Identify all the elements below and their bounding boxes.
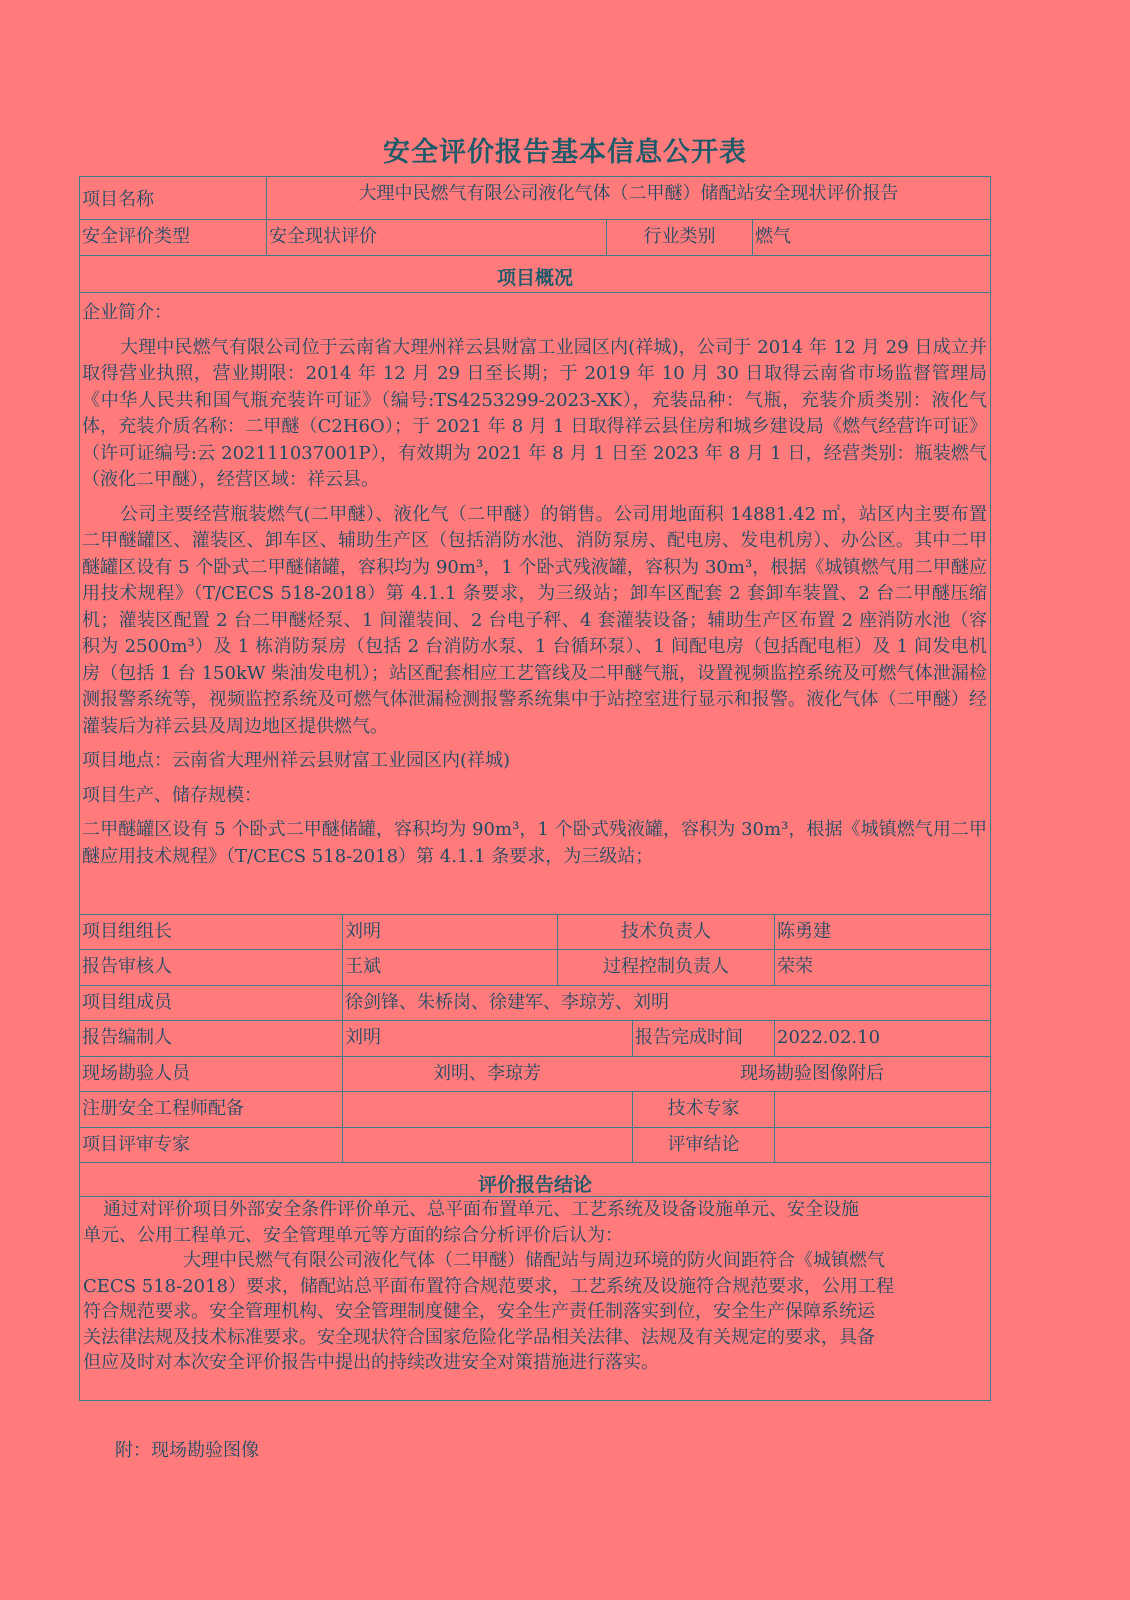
eval-type-label: 安全评价类型	[80, 220, 267, 255]
attachment-note: 附：现场勘验图像	[115, 1440, 259, 1461]
eval-type-value: 安全现状评价	[267, 220, 607, 255]
survey-value-cell	[343, 1057, 990, 1091]
engineer-row	[80, 1092, 990, 1128]
date-label: 报告完成时间	[633, 1021, 775, 1056]
leader-value: 刘明	[343, 915, 558, 949]
author-label: 报告编制人	[80, 1021, 343, 1056]
author-row	[80, 1021, 990, 1057]
conclusion-heading: 评价报告结论	[477, 1174, 592, 1196]
intro-paragraph-2: 公司主要经营瓶装燃气(二甲醚）、液化气（二甲醚）的销售。公司用地面积 14881.42 ㎡，站区内主要布置二甲醚罐区、灌装区、卸车区、辅助生产区（包括消防水池、消防泵房、配电房、发电机房）、办公区。其中二甲醚罐区设有 5 个卧式二甲醚储罐，容积均为 90m³，1 个卧式残液罐，容积为 30m³，根据《城镇燃气用二甲醚应用技术规程》（T/CECS 518-2018）第 4.1.1 条要求，为三级站；卸车区配套 2 套卸车装置、2 台二甲醚压缩机；灌装区配置 2 台二甲醚烃泵、1 间灌装间、2 台电子秤、4 套灌装设备；辅助生产区布置 2 座消防水池（容积为 2500m³）及 1 栋消防泵房（包括 2 台消防水泵、1 台循环泵）、1 间配电房（包括配电柜）及 1 间发电机房（包括 1 台 150kW 柴油发电机）；站区配套相应工艺管线及二甲醚气瓶，设置视频监控系统及可燃气体泄漏检测报警系统等，视频监控系统及可燃气体泄漏检测报警系统集中于站控室进行显示和报警。液化气体（二甲醚）经灌装后为祥云县及周边地区提供燃气。	[82, 503, 987, 737]
conclusion-line-7: 但应及时对本次安全评价报告中提出的持续改进安全对策措施进行落实。	[83, 1352, 659, 1373]
tech-value: 陈勇建	[777, 921, 831, 942]
project-location: 项目地点：云南省大理州祥云县财富工业园区内(祥城)	[82, 750, 511, 771]
reviewer-label: 报告审核人	[80, 950, 343, 985]
reviewer-row	[80, 950, 990, 986]
date-value: 2022.02.10	[777, 1027, 881, 1048]
reviewer-value: 王斌	[343, 950, 558, 985]
tech-label: 技术负责人	[558, 915, 775, 949]
project-name-row	[80, 177, 990, 220]
review-expert-value	[343, 1128, 633, 1162]
review-result-value	[775, 1128, 990, 1162]
review-expert-label: 项目评审专家	[80, 1128, 343, 1162]
conclusion-line-2: 单元、公用工程单元、安全管理单元等方面的综合分析评价后认为：	[83, 1224, 623, 1246]
industry-value: 燃气	[755, 226, 791, 247]
overview-heading: 项目概况	[496, 267, 573, 289]
industry-label: 行业类别	[607, 220, 753, 255]
members-label: 项目组成员	[80, 986, 343, 1020]
expert-value	[775, 1092, 990, 1127]
overview-row	[80, 293, 990, 915]
conclusion-content	[80, 1197, 990, 1400]
review-expert-row	[80, 1128, 990, 1163]
members-row	[80, 986, 990, 1021]
review-result-label: 评审结论	[633, 1128, 775, 1162]
conclusion-line-3: 大理中民燃气有限公司液化气体（二甲醚）储配站与周边环境的防火间距符合《城镇燃气	[183, 1250, 885, 1271]
survey-value: 刘明、李琼芳	[433, 1063, 541, 1084]
leader-label: 项目组组长	[80, 915, 343, 949]
expert-label: 技术专家	[633, 1092, 775, 1127]
engineer-label: 注册安全工程师配备	[80, 1092, 343, 1127]
intro-label: 企业简介：	[82, 302, 172, 323]
page-title: 安全评价报告基本信息公开表	[383, 137, 747, 168]
survey-note: 现场勘验图像附后	[740, 1063, 884, 1084]
overview-heading-row	[80, 256, 990, 293]
process-label: 过程控制负责人	[558, 950, 775, 985]
eval-type-row	[80, 220, 990, 256]
project-name-value: 大理中民燃气有限公司液化气体（二甲醚）储配站安全现状评价报告	[358, 183, 899, 204]
scale-label: 项目生产、储存规模：	[82, 784, 262, 806]
survey-label: 现场勘验人员	[80, 1057, 343, 1091]
members-value: 徐剑锋、朱桥岗、徐建军、李琼芳、刘明	[345, 992, 669, 1013]
survey-row	[80, 1057, 990, 1092]
scale-text: 二甲醚罐区设有 5 个卧式二甲醚储罐，容积均为 90m³，1 个卧式残液罐，容积为 30m³，根据《城镇燃气用二甲醚应用技术规程》（T/CECS 518-2018）第 4.1.1 条要求，为三级站；	[82, 819, 987, 867]
process-value: 荣荣	[777, 956, 813, 977]
conclusion-line-5: 符合规范要求。安全管理机构、安全管理制度健全，安全生产责任制落实到位，安全生产保障系统运	[83, 1301, 875, 1322]
conclusion-line-4: CECS 518-2018）要求，储配站总平面布置符合规范要求，工艺系统及设施符合规范要求，公用工程	[83, 1275, 894, 1297]
conclusion-heading-row	[80, 1163, 990, 1197]
conclusion-line-1: 通过对评价项目外部安全条件评价单元、总平面布置单元、工艺系统及设备设施单元、安全设施	[103, 1199, 859, 1220]
info-table	[79, 176, 991, 1401]
conclusion-line-6: 关法律法规及技术标准要求。安全现状符合国家危险化学品相关法律、法规及有关规定的要求，具备	[83, 1326, 875, 1348]
intro-paragraph-1: 大理中民燃气有限公司位于云南省大理州祥云县财富工业园区内(祥城)，公司于 2014 年 12 月 29 日成立并取得营业执照，营业期限：2014 年 12 月 29 日至长期；于 2019 年 10 月 30 日取得云南省市场监督管理局《中华人民共和国气瓶充装许可证》（编号:TS4253299-2023-XK），充装品种：气瓶，充装介质类别：液化气体，充装介质名称：二甲醚（C2H6O）；于 2021 年 8 月 1 日取得祥云县住房和城乡建设局《燃气经营许可证》（许可证编号:云 202111037001P），有效期为 2021 年 8 月 1 日至 2023 年 8 月 1 日，经营类别：瓶装燃气（液化二甲醚），经营区域：祥云县。	[82, 336, 987, 490]
leader-row	[80, 915, 990, 950]
overview-content	[80, 293, 990, 914]
author-value: 刘明	[343, 1021, 633, 1056]
engineer-value	[343, 1092, 633, 1127]
project-name-label: 项目名称	[80, 177, 267, 219]
conclusion-row	[80, 1197, 990, 1400]
